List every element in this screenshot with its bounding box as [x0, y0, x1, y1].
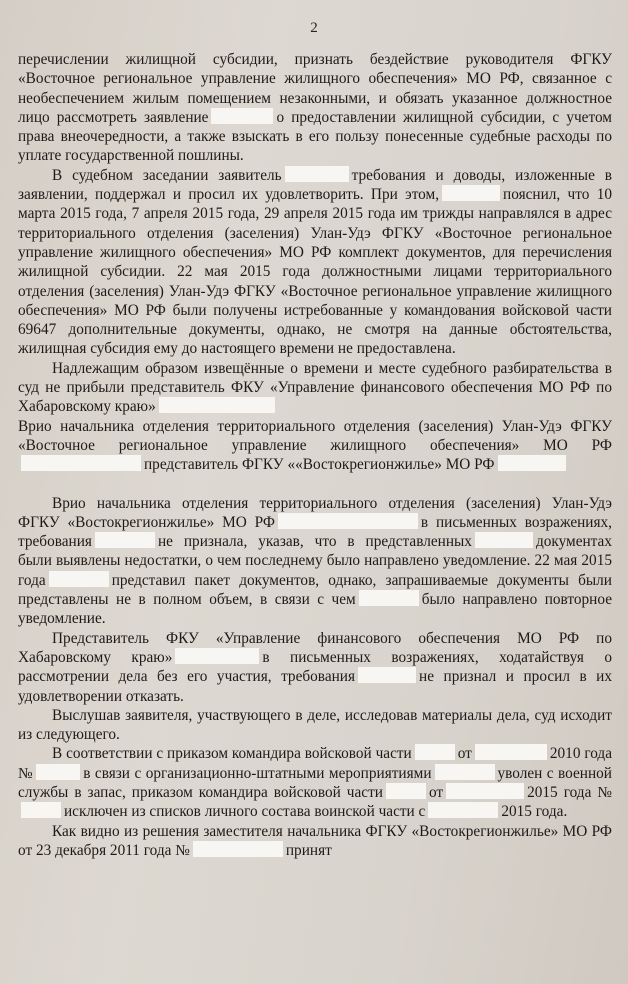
- redaction: [285, 166, 349, 182]
- paragraph-4: Врио начальника отделения территориального отделения (заселения) Улан-Удэ ФГКУ «Востокрегионжилье» МО РФ в письменных возражениях, требования не признала, указав, что в представленных документах были выявлены недостатки, о чем последнему было направлено уведомление. 22 мая 2015 года представил пакет документов, однако, запрашиваемые документы были представлены не в полном объем, в связи с чем было направлено повторное уведомление.: [18, 494, 612, 628]
- redaction: [159, 397, 275, 413]
- redaction: [49, 571, 109, 587]
- redaction: [21, 455, 141, 471]
- redaction: [193, 841, 283, 857]
- redaction: [442, 185, 500, 201]
- redaction: [415, 744, 455, 760]
- redaction: [359, 590, 419, 606]
- redaction: [475, 744, 547, 760]
- redaction: [428, 802, 498, 818]
- paragraph-7: В соответствии с приказом командира войсковой части от 2010 года № в связи с организационно-штатными мероприятиями уволен с военной службы в запас, приказом командира войсковой части от 2015 года №исключен из списков личного состава воинской части с 2015 года.: [18, 745, 613, 821]
- paragraph-8: Как видно из решения заместителя начальника ФГКУ «Востокрегионжилье» МО РФ от 23 декабря 2011 года № принят: [18, 822, 612, 859]
- paragraph-5: Представитель ФКУ «Управление финансового обеспечения МО РФ по Хабаровскому краю» в письменных возражениях, ходатайствуя о рассмотрении дела без его участия, требования не признал и просил в их удовлетворении отказать.: [18, 629, 613, 705]
- redaction: [446, 783, 524, 799]
- redaction: [475, 532, 533, 548]
- paragraph-6: Выслушав заявителя, участвующего в деле, исследовав материалы дела, суд исходит из следующего.: [18, 706, 612, 744]
- redaction: [498, 455, 566, 471]
- redaction: [21, 802, 61, 818]
- redaction: [36, 764, 80, 780]
- paragraph-3: Надлежащим образом извещённые о времени и месте судебного разбирательства в суд не прибыли представитель ФКУ «Управление финансового обеспечения МО РФ по Хабаровскому краю» Врио начальника отделения территориального отделения (заселения) Улан-Удэ ФГКУ «Восточное региональное управление жилищного обеспечения» МО РФпредставитель ФГКУ ««Востокрегионжилье» МО РФ: [18, 359, 612, 474]
- redaction: [278, 513, 418, 529]
- redaction: [211, 108, 273, 124]
- redaction: [386, 783, 426, 799]
- redaction: [358, 667, 416, 683]
- paragraph-2: В судебном заседании заявитель требования и доводы, изложенные в заявлении, поддержал и просил их удовлетворить. При этом, пояснил, что 10 марта 2015 года, 7 апреля 2015 года, 29 апреля 2015 года им трижды направлялся в адрес территориального отделения (заселения) Улан-Удэ ФГКУ «Восточное региональное управление жилищного обеспечения» МО РФ комплект документов, для перечисления жилищной субсидии. 22 мая 2015 года должностными лицами территориального отделения (заселения) Улан-Удэ ФГКУ «Восточное региональное управление жилищного обеспечения» МО РФ были получены истребованные у командования войсковой части 69647 дополнительные документы, однако, не смотря на данные обстоятельства, жилищная субсидия ему до настоящего времени не предоставлена.: [18, 166, 612, 358]
- redaction: [95, 532, 155, 548]
- redaction: [175, 648, 259, 664]
- paragraph-1: перечислении жилищной субсидии, признать бездействие руководителя ФГКУ «Восточное региональное управление жилищного обеспечения» МО РФ, связанное с необеспечением жилым помещением незаконными, и обязать указанное должностное лицо рассмотреть заявление о предоставлении жилищной субсидии, с учетом права внеочередности, а также взыскать в его пользу понесенные судебные расходы по уплате государственной пошлины.: [18, 51, 612, 165]
- page-number: 2: [310, 20, 318, 36]
- document-body: [18, 50, 612, 860]
- redaction: [435, 764, 495, 780]
